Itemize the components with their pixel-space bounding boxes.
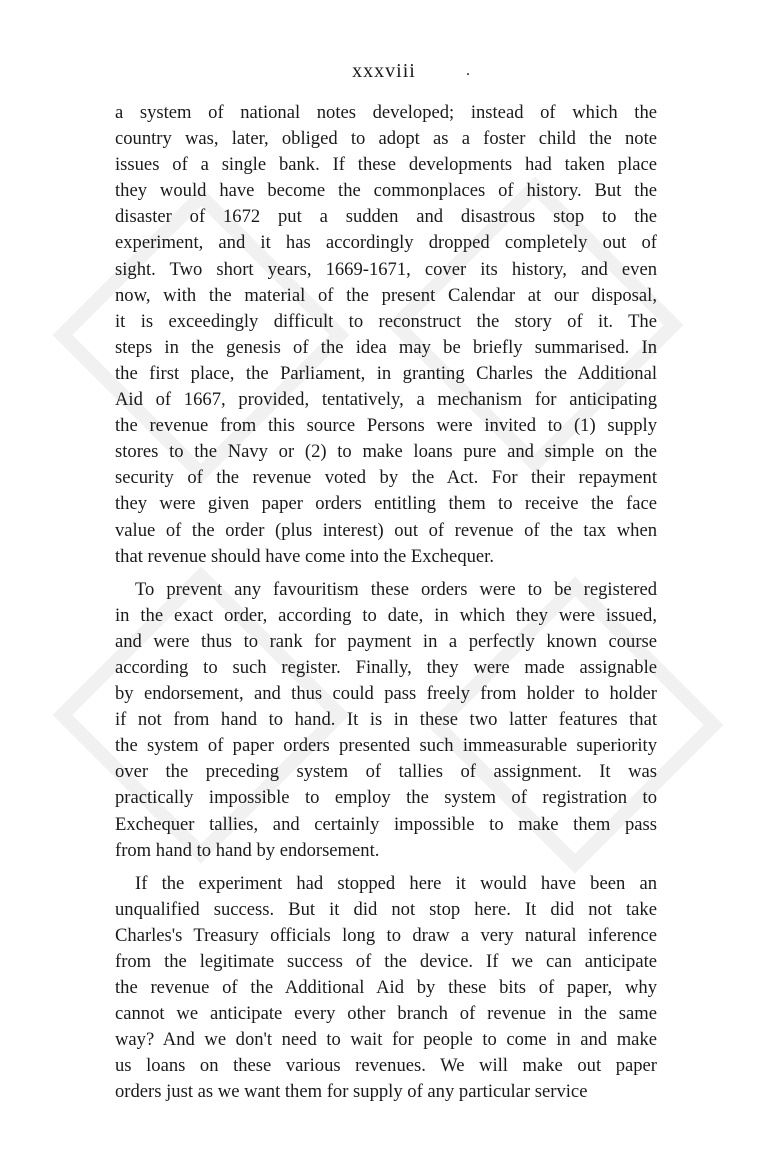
text-line: cannot we anticipate every other branch of revenue in the same (115, 1003, 657, 1025)
text-line: sight. Two short years, 1669-1671, cover its history, and even (115, 258, 657, 280)
text-line: us loans on these various revenues. We will make out paper (115, 1055, 657, 1077)
text-line: To prevent any favouritism these orders were to be registered (135, 578, 657, 600)
text-line: that revenue should have come into the Exchequer. (115, 545, 494, 567)
text-line: it is exceedingly difficult to reconstruct the story of it. The (115, 310, 657, 332)
text-line: by endorsement, and thus could pass freely from holder to holder (115, 683, 657, 705)
text-line: security of the revenue voted by the Act. For their repayment (115, 467, 657, 489)
text-line: disaster of 1672 put a sudden and disastrous stop to the (115, 206, 657, 228)
text-line: way? And we don't need to wait for people to come in and make (115, 1029, 657, 1051)
paragraph (115, 871, 657, 1106)
page-number-mark: . (466, 62, 470, 79)
text-line: they would have become the commonplaces of history. But the (115, 180, 657, 202)
paragraph (115, 577, 657, 864)
text-line: unqualified success. But it did not stop here. It did not take (115, 898, 657, 920)
text-line: from hand to hand by endorsement. (115, 839, 380, 861)
text-line: experiment, and it has accordingly dropped completely out of (115, 232, 657, 254)
text-line: from the legitimate success of the device. If we can anticipate (115, 951, 657, 972)
paragraph (115, 100, 657, 570)
text-line: If the experiment had stopped here it would have been an (135, 872, 657, 894)
text-line: they were given paper orders entitling them to receive the face (115, 493, 657, 515)
text-line: if not from hand to hand. It is in these two latter features that (115, 709, 657, 731)
page-number: xxxviii (352, 60, 416, 82)
text-line: Charles's Treasury officials long to draw a very natural inference (115, 924, 657, 946)
text-line: the first place, the Parliament, in granting Charles the Additional (115, 362, 657, 384)
text-line: the revenue of the Additional Aid by these bits of paper, why (115, 977, 657, 999)
text-line: according to such register. Finally, they were made assignable (115, 656, 657, 678)
text-line: the system of paper orders presented such immeasurable superiority (115, 735, 657, 757)
text-line: orders just as we want them for supply of any particular service (115, 1081, 588, 1103)
text-line: value of the order (plus interest) out of revenue of the tax when (115, 519, 657, 541)
text-line: a system of national notes developed; instead of which the (115, 102, 657, 123)
text-line: and were thus to rank for payment in a perfectly known course (115, 630, 657, 652)
text-line: stores to the Navy or (2) to make loans pure and simple on the (115, 441, 657, 463)
text-line: issues of a single bank. If these developments had taken place (115, 154, 657, 176)
text-line: Aid of 1667, provided, tentatively, a mechanism for anticipating (115, 389, 657, 411)
text-line: in the exact order, according to date, in which they were issued, (115, 604, 657, 626)
text-line: practically impossible to employ the system of registration to (115, 787, 657, 809)
text-line: country was, later, obliged to adopt as a foster child the note (115, 128, 657, 150)
text-line: steps in the genesis of the idea may be briefly summarised. In (115, 336, 657, 358)
text-line: the revenue from this source Persons were invited to (1) supply (115, 415, 657, 437)
text-line: now, with the material of the present Calendar at our disposal, (115, 284, 657, 306)
text-line: Exchequer tallies, and certainly impossible to make them pass (115, 813, 657, 835)
body-text (115, 100, 657, 1106)
text-line: over the preceding system of tallies of assignment. It was (115, 761, 657, 783)
